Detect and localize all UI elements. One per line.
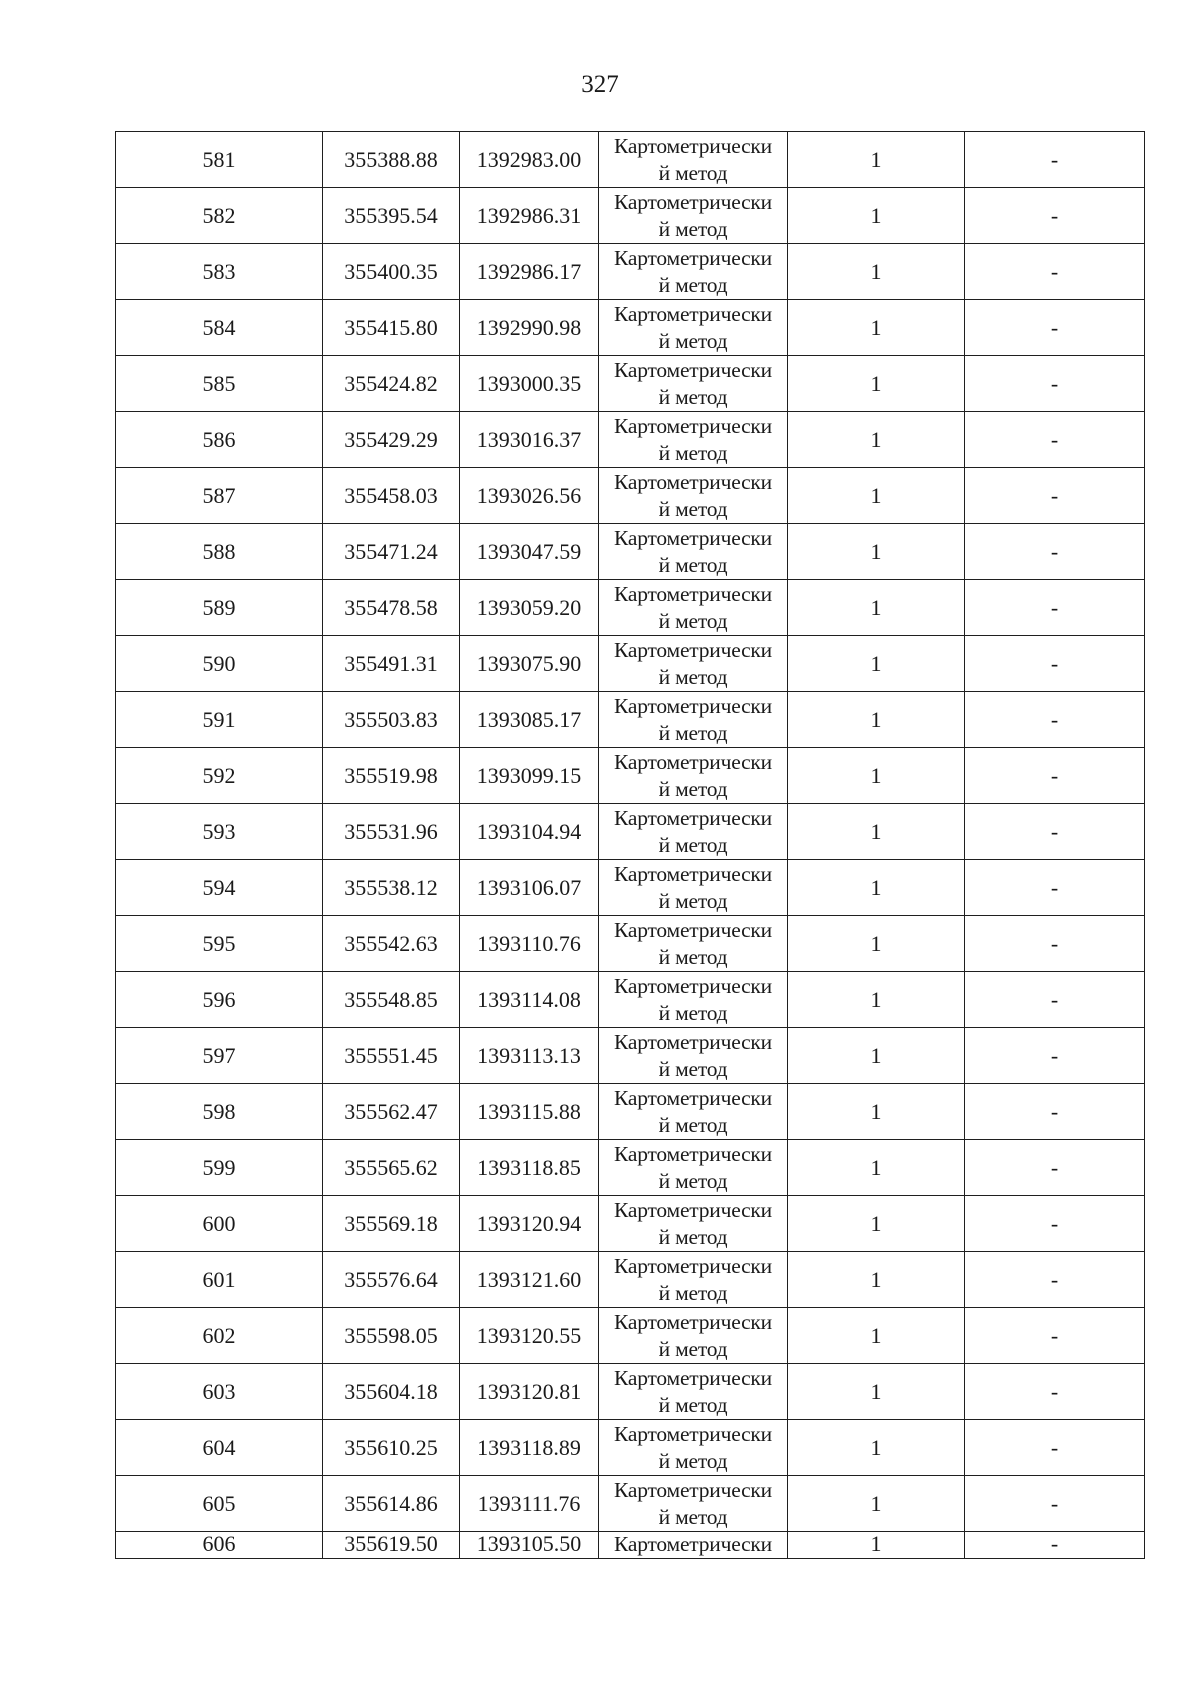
point-number-cell: 587 (116, 468, 323, 524)
x-coordinate-cell: 355388.88 (323, 132, 460, 188)
method-text-line1: Картометрически (614, 133, 772, 158)
table-row (116, 244, 1145, 300)
method-text-line2: й метод (658, 496, 728, 521)
method-text-line1: Картометрически (614, 189, 772, 214)
point-number-cell: 603 (116, 1364, 323, 1420)
y-coordinate-cell: 1393104.94 (460, 804, 599, 860)
point-number-cell: 602 (116, 1308, 323, 1364)
table-row (116, 1476, 1145, 1532)
x-coordinate-cell: 355395.54 (323, 188, 460, 244)
coordinates-table (115, 131, 1145, 1559)
point-number-cell: 599 (116, 1140, 323, 1196)
y-coordinate-cell: 1393115.88 (460, 1084, 599, 1140)
method-cell (599, 300, 788, 356)
note-cell: - (965, 188, 1145, 244)
point-number-cell: 605 (116, 1476, 323, 1532)
accuracy-cell: 1 (788, 1196, 965, 1252)
table-row (116, 1252, 1145, 1308)
method-text-line2: й метод (658, 160, 728, 185)
method-text-line1: Картометрически (614, 1309, 772, 1334)
y-coordinate-cell: 1393121.60 (460, 1252, 599, 1308)
method-cell (599, 748, 788, 804)
accuracy-cell: 1 (788, 1476, 965, 1532)
note-cell: - (965, 636, 1145, 692)
x-coordinate-cell: 355471.24 (323, 524, 460, 580)
y-coordinate-cell: 1393085.17 (460, 692, 599, 748)
method-text-line2: й метод (658, 888, 728, 913)
method-text-line2: й метод (658, 552, 728, 577)
method-cell (599, 132, 788, 188)
method-cell (599, 412, 788, 468)
method-text-line1: Картометрически (614, 1197, 772, 1222)
method-text-line2: й метод (658, 1056, 728, 1081)
method-cell (599, 1028, 788, 1084)
table-row (116, 1532, 1145, 1559)
method-cell (599, 1252, 788, 1308)
point-number-cell: 596 (116, 972, 323, 1028)
accuracy-cell: 1 (788, 412, 965, 468)
note-cell: - (965, 1420, 1145, 1476)
note-cell: - (965, 1196, 1145, 1252)
y-coordinate-cell: 1393120.81 (460, 1364, 599, 1420)
table-row (116, 804, 1145, 860)
accuracy-cell: 1 (788, 1028, 965, 1084)
method-cell (599, 356, 788, 412)
method-cell (599, 692, 788, 748)
table-row (116, 580, 1145, 636)
method-cell (599, 972, 788, 1028)
table-row (116, 356, 1145, 412)
y-coordinate-cell: 1393026.56 (460, 468, 599, 524)
x-coordinate-cell: 355400.35 (323, 244, 460, 300)
note-cell: - (965, 748, 1145, 804)
accuracy-cell: 1 (788, 244, 965, 300)
accuracy-cell: 1 (788, 580, 965, 636)
table-row (116, 1028, 1145, 1084)
method-text-line1: Картометрически (614, 1029, 772, 1054)
y-coordinate-cell: 1393106.07 (460, 860, 599, 916)
accuracy-cell: 1 (788, 860, 965, 916)
table-row (116, 1196, 1145, 1252)
method-cell (599, 860, 788, 916)
table-row (116, 972, 1145, 1028)
point-number-cell: 591 (116, 692, 323, 748)
accuracy-cell: 1 (788, 1140, 965, 1196)
point-number-cell: 584 (116, 300, 323, 356)
accuracy-cell: 1 (788, 356, 965, 412)
note-cell: - (965, 580, 1145, 636)
method-text-line2: й метод (658, 1112, 728, 1137)
x-coordinate-cell: 355569.18 (323, 1196, 460, 1252)
x-coordinate-cell: 355610.25 (323, 1420, 460, 1476)
method-cell (599, 468, 788, 524)
note-cell: - (965, 916, 1145, 972)
table-row (116, 1308, 1145, 1364)
x-coordinate-cell: 355503.83 (323, 692, 460, 748)
y-coordinate-cell: 1392986.17 (460, 244, 599, 300)
method-cell (599, 188, 788, 244)
method-text-line2: й метод (658, 1168, 728, 1193)
accuracy-cell: 1 (788, 916, 965, 972)
note-cell: - (965, 524, 1145, 580)
x-coordinate-cell: 355576.64 (323, 1252, 460, 1308)
coordinates-table-body (116, 132, 1145, 1559)
method-text-line2: й метод (658, 216, 728, 241)
table-row (116, 132, 1145, 188)
method-text-line1: Картометрически (614, 1532, 772, 1556)
x-coordinate-cell: 355458.03 (323, 468, 460, 524)
table-row (116, 524, 1145, 580)
method-cell (599, 1196, 788, 1252)
table-row (116, 692, 1145, 748)
method-text-line1: Картометрически (614, 301, 772, 326)
accuracy-cell: 1 (788, 804, 965, 860)
x-coordinate-cell: 355604.18 (323, 1364, 460, 1420)
accuracy-cell: 1 (788, 188, 965, 244)
method-text-line1: Картометрически (614, 1477, 772, 1502)
method-text-line1: Картометрически (614, 1421, 772, 1446)
method-cell (599, 1364, 788, 1420)
point-number-cell: 592 (116, 748, 323, 804)
x-coordinate-cell: 355614.86 (323, 1476, 460, 1532)
accuracy-cell: 1 (788, 132, 965, 188)
method-text-line2: й метод (658, 328, 728, 353)
note-cell: - (965, 1084, 1145, 1140)
method-text-line1: Картометрически (614, 1085, 772, 1110)
x-coordinate-cell: 355598.05 (323, 1308, 460, 1364)
x-coordinate-cell: 355565.62 (323, 1140, 460, 1196)
x-coordinate-cell: 355562.47 (323, 1084, 460, 1140)
x-coordinate-cell: 355491.31 (323, 636, 460, 692)
x-coordinate-cell: 355619.50 (323, 1532, 460, 1559)
method-text-line1: Картометрически (614, 1253, 772, 1278)
x-coordinate-cell: 355478.58 (323, 580, 460, 636)
method-text-line1: Картометрически (614, 1141, 772, 1166)
y-coordinate-cell: 1393113.13 (460, 1028, 599, 1084)
note-cell: - (965, 356, 1145, 412)
y-coordinate-cell: 1392983.00 (460, 132, 599, 188)
point-number-cell: 597 (116, 1028, 323, 1084)
y-coordinate-cell: 1393110.76 (460, 916, 599, 972)
y-coordinate-cell: 1393075.90 (460, 636, 599, 692)
table-row (116, 412, 1145, 468)
accuracy-cell: 1 (788, 524, 965, 580)
method-cell (599, 1476, 788, 1532)
accuracy-cell: 1 (788, 636, 965, 692)
x-coordinate-cell: 355415.80 (323, 300, 460, 356)
point-number-cell: 589 (116, 580, 323, 636)
table-row (116, 636, 1145, 692)
accuracy-cell: 1 (788, 1252, 965, 1308)
note-cell: - (965, 412, 1145, 468)
note-cell: - (965, 468, 1145, 524)
point-number-cell: 604 (116, 1420, 323, 1476)
x-coordinate-cell: 355519.98 (323, 748, 460, 804)
table-row (116, 860, 1145, 916)
method-text-line1: Картометрически (614, 693, 772, 718)
point-number-cell: 590 (116, 636, 323, 692)
point-number-cell: 595 (116, 916, 323, 972)
accuracy-cell: 1 (788, 972, 965, 1028)
method-text-line1: Картометрически (614, 357, 772, 382)
table-row (116, 1140, 1145, 1196)
method-text-line2: й метод (658, 272, 728, 297)
point-number-cell: 606 (116, 1532, 323, 1559)
y-coordinate-cell: 1393105.50 (460, 1532, 599, 1559)
method-text-line2: й метод (658, 384, 728, 409)
point-number-cell: 585 (116, 356, 323, 412)
method-text-line1: Картометрически (614, 469, 772, 494)
accuracy-cell: 1 (788, 692, 965, 748)
method-text-line1: Картометрически (614, 749, 772, 774)
method-cell (599, 1420, 788, 1476)
method-text-line2: й метод (658, 776, 728, 801)
note-cell: - (965, 804, 1145, 860)
table-row (116, 1420, 1145, 1476)
y-coordinate-cell: 1393016.37 (460, 412, 599, 468)
method-text-line1: Картометрически (614, 245, 772, 270)
y-coordinate-cell: 1393114.08 (460, 972, 599, 1028)
point-number-cell: 588 (116, 524, 323, 580)
method-text-line1: Картометрически (614, 1365, 772, 1390)
point-number-cell: 594 (116, 860, 323, 916)
method-cell (599, 244, 788, 300)
x-coordinate-cell: 355531.96 (323, 804, 460, 860)
point-number-cell: 583 (116, 244, 323, 300)
method-text-line2: й метод (658, 1504, 728, 1529)
x-coordinate-cell: 355548.85 (323, 972, 460, 1028)
x-coordinate-cell: 355542.63 (323, 916, 460, 972)
point-number-cell: 598 (116, 1084, 323, 1140)
method-text-line1: Картометрически (614, 581, 772, 606)
method-text-line2: й метод (658, 1224, 728, 1249)
method-cell (599, 524, 788, 580)
note-cell: - (965, 860, 1145, 916)
accuracy-cell: 1 (788, 748, 965, 804)
method-cell (599, 636, 788, 692)
y-coordinate-cell: 1392990.98 (460, 300, 599, 356)
y-coordinate-cell: 1393120.94 (460, 1196, 599, 1252)
y-coordinate-cell: 1393000.35 (460, 356, 599, 412)
point-number-cell: 582 (116, 188, 323, 244)
method-cell (599, 580, 788, 636)
table-row (116, 1084, 1145, 1140)
method-cell (599, 916, 788, 972)
accuracy-cell: 1 (788, 1532, 965, 1559)
method-text-line1: Картометрически (614, 525, 772, 550)
note-cell: - (965, 692, 1145, 748)
page-number: 327 (581, 71, 619, 98)
accuracy-cell: 1 (788, 468, 965, 524)
y-coordinate-cell: 1393059.20 (460, 580, 599, 636)
method-text-line1: Картометрически (614, 637, 772, 662)
method-cell (599, 1308, 788, 1364)
note-cell: - (965, 1252, 1145, 1308)
method-text-line2: й метод (658, 1392, 728, 1417)
note-cell: - (965, 1364, 1145, 1420)
note-cell: - (965, 1028, 1145, 1084)
note-cell: - (965, 300, 1145, 356)
method-text-line1: Картометрически (614, 805, 772, 830)
note-cell: - (965, 132, 1145, 188)
method-cell (599, 804, 788, 860)
method-text-line2: й метод (658, 944, 728, 969)
accuracy-cell: 1 (788, 1364, 965, 1420)
method-cell (599, 1140, 788, 1196)
point-number-cell: 601 (116, 1252, 323, 1308)
method-text-line2: й метод (658, 1448, 728, 1473)
y-coordinate-cell: 1393118.89 (460, 1420, 599, 1476)
note-cell: - (965, 1532, 1145, 1559)
method-cell (599, 1084, 788, 1140)
accuracy-cell: 1 (788, 1084, 965, 1140)
x-coordinate-cell: 355429.29 (323, 412, 460, 468)
method-text-line2: й метод (658, 440, 728, 465)
x-coordinate-cell: 355551.45 (323, 1028, 460, 1084)
note-cell: - (965, 972, 1145, 1028)
accuracy-cell: 1 (788, 1420, 965, 1476)
method-text-line1: Картометрически (614, 861, 772, 886)
method-cell (599, 1532, 788, 1559)
table-row (116, 188, 1145, 244)
y-coordinate-cell: 1393118.85 (460, 1140, 599, 1196)
y-coordinate-cell: 1393120.55 (460, 1308, 599, 1364)
y-coordinate-cell: 1393047.59 (460, 524, 599, 580)
note-cell: - (965, 1140, 1145, 1196)
y-coordinate-cell: 1392986.31 (460, 188, 599, 244)
point-number-cell: 581 (116, 132, 323, 188)
table-row (116, 916, 1145, 972)
note-cell: - (965, 1308, 1145, 1364)
table-row (116, 300, 1145, 356)
point-number-cell: 600 (116, 1196, 323, 1252)
table-row (116, 1364, 1145, 1420)
method-text-line2: й метод (658, 1000, 728, 1025)
table-row (116, 748, 1145, 804)
method-text-line2: й метод (658, 608, 728, 633)
accuracy-cell: 1 (788, 1308, 965, 1364)
table-row (116, 468, 1145, 524)
x-coordinate-cell: 355538.12 (323, 860, 460, 916)
y-coordinate-cell: 1393111.76 (460, 1476, 599, 1532)
method-text-line2: й метод (658, 664, 728, 689)
method-text-line2: й метод (658, 1336, 728, 1361)
y-coordinate-cell: 1393099.15 (460, 748, 599, 804)
method-text-line2: й метод (658, 832, 728, 857)
note-cell: - (965, 1476, 1145, 1532)
point-number-cell: 586 (116, 412, 323, 468)
method-text-line1: Картометрически (614, 973, 772, 998)
method-text-line1: Картометрически (614, 413, 772, 438)
x-coordinate-cell: 355424.82 (323, 356, 460, 412)
point-number-cell: 593 (116, 804, 323, 860)
method-text-line2: й метод (658, 1280, 728, 1305)
accuracy-cell: 1 (788, 300, 965, 356)
method-text-line2: й метод (658, 720, 728, 745)
note-cell: - (965, 244, 1145, 300)
method-text-line1: Картометрически (614, 917, 772, 942)
